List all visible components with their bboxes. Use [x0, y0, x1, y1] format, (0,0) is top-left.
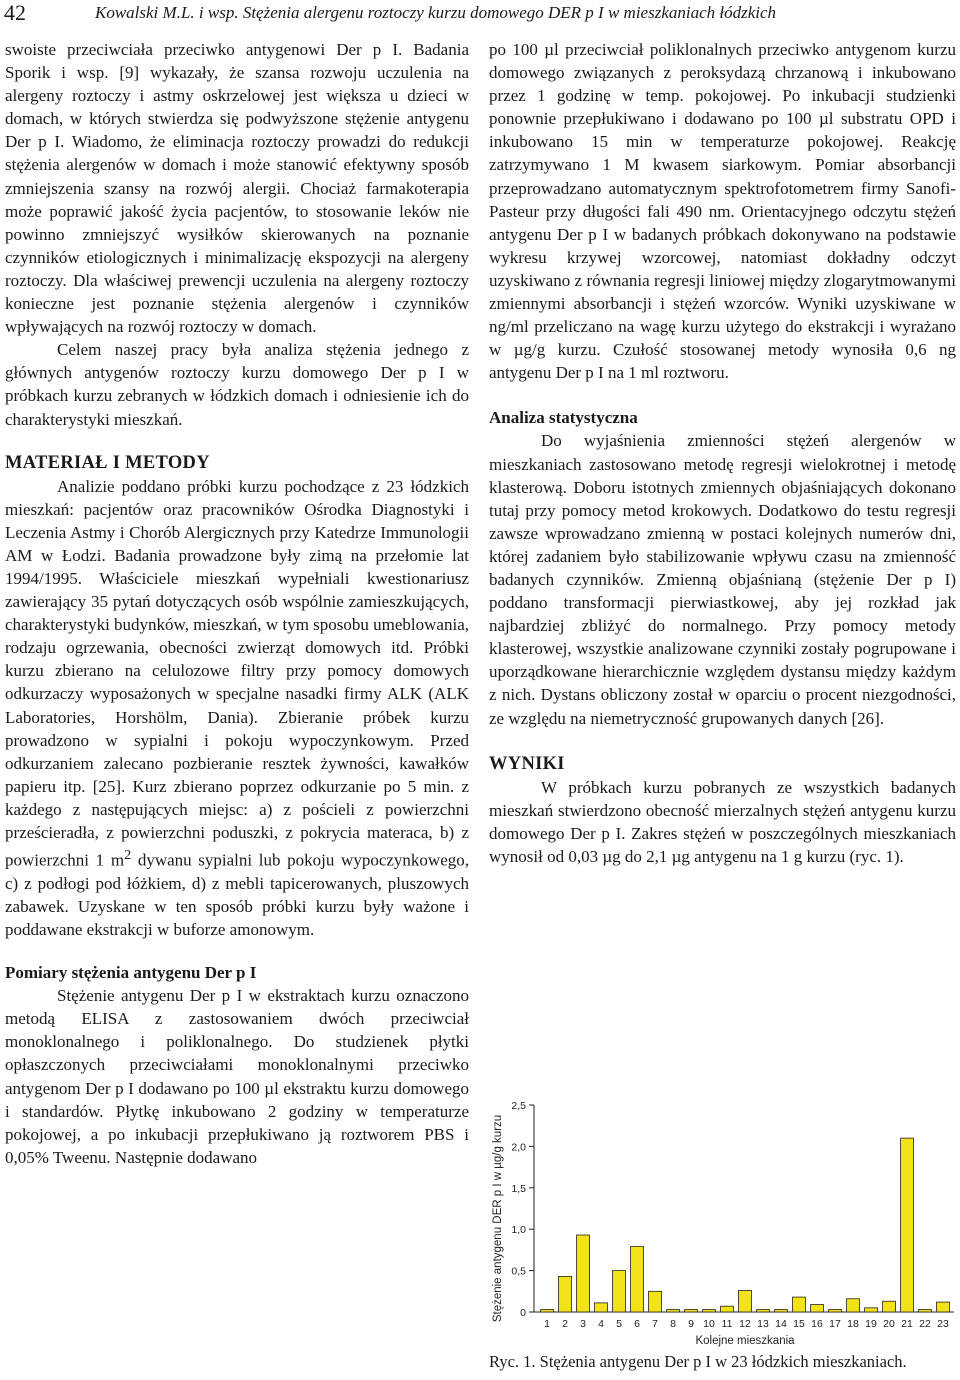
- x-tick-label: 13: [757, 1318, 769, 1330]
- bar-9: [685, 1310, 698, 1312]
- x-tick-label: 23: [937, 1318, 949, 1330]
- stats-heading: Analiza statystyczna: [489, 408, 638, 428]
- x-tick-label: 22: [919, 1318, 931, 1330]
- bar-14: [775, 1310, 788, 1312]
- bar-2: [559, 1276, 572, 1312]
- x-tick-label: 14: [775, 1318, 787, 1330]
- assay-paragraph-continued: po 100 µl przeciwciał poliklonalnych przeciwko antygenom kurzu domowego związanych z peroksydazą chrzanową i inkubowano przez 1 godzinę w temp. pokojowej. Po inkubacji studzienki ponownie przepłukiwano i dodawano po 100 µl substratu OPD i inkubowano 15 min w temperaturze pokojowej. Reakcję zatrzymywano 1 M kwasem siarkowym. Pomiar absorbancji przeprowadzano automatycznym spektrofotometrem firmy Sanofi-Pasteur przy długości fali 490 nm. Orientacyjnego odczytu stężeń antygenu Der p I w badanych próbkach dokonywano na podstawie wykresu krzywej wzorcowej, natomiast dokładny odczyt uzyskiwano z równania regresji liniowej między zlogarytmowanymi zmiennymi absorbancji i stężeń wzorców. Wyniki uzyskiwane w ng/ml przeliczano na wagę kurzu użytego do ekstrakcji i wyrażano w µg/g kurzu. Czułość stosowanej metody wynosiła 0,6 ng antygenu Der p I na 1 ml roztworu.: [489, 40, 956, 383]
- superscript-two: 2: [124, 847, 132, 864]
- page-number: 42: [4, 0, 26, 25]
- x-tick-label: 2: [562, 1318, 568, 1330]
- figure-caption: Ryc. 1. Stężenia antygenu Der p I w 23 łódzkich mieszkaniach.: [489, 1352, 907, 1371]
- x-axis-label: Kolejne mieszkania: [695, 1335, 795, 1347]
- bar-10: [703, 1310, 716, 1312]
- bar-7: [649, 1291, 662, 1312]
- x-tick-label: 15: [793, 1318, 805, 1330]
- bar-19: [865, 1308, 878, 1312]
- x-tick-label: 21: [901, 1318, 913, 1330]
- y-tick-label: 0: [520, 1307, 526, 1319]
- x-tick-label: 16: [811, 1318, 823, 1330]
- y-axis-label: Stężenie antygenu DER p I w µg/g kurzu: [492, 1114, 504, 1323]
- methods-text-b: dywanu sypialni lub pokoju wypoczynkowego, c) z podłogi pod łóżkiem, d) z mebli tapicerowanych, pluszowych zabawek. Uzyskane w ten sposób próbki kurzu były ważone i poddawane ekstrakcji w buforze amonowym.: [5, 850, 469, 940]
- bar-6: [631, 1247, 644, 1312]
- bar-22: [919, 1310, 932, 1312]
- assay-paragraph: Stężenie antygenu Der p I w ekstraktach kurzu oznaczono metodą ELISA z zastosowaniem dwóch przeciwciał monoklonalnego i poliklonalnego. Do studzienek płytki opłaszczonych przeciwciałami monoklonalnymi przeciwko antygenom Der p I dodawano po 100 µl ekstraktu kurzu domowego i standardów. Płytkę inkubowano 2 godziny w temperaturze pokojowej, a po inkubacji przepłukiwano ją roztworem PBS i 0,05% Tweenu. Następnie dodawano: [5, 986, 469, 1167]
- x-tick-label: 10: [703, 1318, 715, 1330]
- bar-13: [757, 1310, 770, 1312]
- bar-15: [793, 1297, 806, 1312]
- bar-11: [721, 1306, 734, 1312]
- bar-8: [667, 1310, 680, 1312]
- x-tick-label: 19: [865, 1318, 877, 1330]
- page-header: [4, 0, 954, 26]
- x-tick-label: 12: [739, 1318, 751, 1330]
- x-tick-label: 3: [580, 1318, 586, 1330]
- y-tick-label: 1,0: [511, 1224, 526, 1237]
- x-tick-label: 8: [670, 1318, 676, 1330]
- figure-1: [489, 1093, 957, 1380]
- running-title: Kowalski M.L. i wsp. Stężenia alergenu roztoczy kurzu domowego DER p I w mieszkaniach łódzkich: [95, 3, 777, 22]
- results-heading: WYNIKI: [489, 753, 565, 774]
- bar-chart: [489, 1093, 957, 1351]
- x-tick-label: 1: [544, 1318, 550, 1330]
- aim-paragraph: Celem naszej pracy była analiza stężenia jednego z głównych antygenów roztoczy kurzu domowego Der p I w próbkach kurzu zebranych w łódzkich domach i odniesienie ich do charakterystyki mieszkań.: [5, 340, 469, 429]
- x-tick-label: 6: [634, 1318, 640, 1330]
- bar-21: [901, 1138, 914, 1312]
- x-tick-label: 5: [616, 1318, 622, 1330]
- y-tick-label: 2,5: [511, 1100, 526, 1112]
- x-tick-label: 9: [688, 1318, 694, 1330]
- methods-paragraph: [5, 475, 469, 942]
- bar-12: [739, 1290, 752, 1312]
- bar-18: [847, 1299, 860, 1312]
- left-column: [5, 38, 469, 1169]
- bar-1: [541, 1310, 554, 1312]
- y-tick-label: 1,5: [511, 1182, 526, 1195]
- x-tick-label: 4: [598, 1318, 604, 1330]
- stats-paragraph: Do wyjaśnienia zmienności stężeń alergenów w mieszkaniach zastosowano metodę regresji wielokrotnej i metodę klasterową. Doboru istotnych zmiennych objaśniających dokonano tutaj przy pomocy metod krokowych. Dodatkowo do testu regresji zawsze wprowadzano zmienną w postaci kolejnych numerów dni, której zadaniem było stabilizowanie wpływu czasu na zmienność badanych czynników. Zmienną objaśnianą (stężenie Der p I) poddano transformacji pierwiastkowej, aby jej rozkład jak najbardziej zbliżyć do normalnego. Przy pomocy metody klasterowej, wszystkie analizowane czynniki zostały pogrupowane i uporządkowane hierarchicznie względem dystansu między każdym z nich. Dystans obliczony został w oparciu o procent niezgodności, ze względu na niemetryczność grupowanych danych [26].: [489, 431, 956, 728]
- y-tick-label: 0,5: [511, 1265, 526, 1278]
- bar-16: [811, 1305, 824, 1312]
- x-tick-label: 20: [883, 1318, 895, 1330]
- methods-text-a: Analizie poddano próbki kurzu pochodzące z 23 łódzkich mieszkań: pacjentów oraz pracowników Ośrodka Diagnostyki i Leczenia Astmy i Chorób Alergicznych przy Katedrze Immunologii AM w Łodzi. Badania prowadzone były zimą na przełomie lat 1994/1995. Właściciele mieszkań wypełniali kwestionariusz zawierający 35 pytań dotyczących osób wspólnie zamieszkujących, charakterystyki budynków, mieszkań, w tym sposobu umeblowania, rodzaju ogrzewania, obecności zwierząt domowych itd. Próbki kurzu zbierano na celulozowe filtry przy pomocy domowych odkurzaczy wyposażonych w specjalne nasadki firmy ALK (ALK Laboratories, Horshölm, Dania). Zbieranie próbek kurzu prowadzono w sypialni i pokoju wypoczynkowym. Przed odkurzaniem zalecano pozbieranie resztek żywności, kawałków papieru itp. [25]. Kurz zbierano poprzez odkurzanie po 5 min. z każdego z następujących miejsc: a) z pościeli z powierzchni prześcieradła, z powierzchni poduszki, z pokrycia materaca, b) z powierzchni 1 m: [5, 476, 469, 870]
- x-tick-label: 18: [847, 1318, 859, 1330]
- bar-20: [883, 1301, 896, 1312]
- bar-17: [829, 1310, 842, 1312]
- bar-4: [595, 1303, 608, 1312]
- methods-heading: MATERIAŁ I METODY: [5, 452, 210, 473]
- x-tick-label: 7: [652, 1318, 658, 1330]
- intro-paragraph-end: swoiste przeciwciała przeciwko antygenowi Der p I. Badania Sporik i wsp. [9] wykazały, że szansa rozwoju uczulenia na alergeny roztoczy i astmy oskrzelowej jest większa u dzieci w domach, w których stwierdza się podwyższone stężenie antygenu Der p I. Wiadomo, że eliminacja roztoczy prowadzi do redukcji stężenia alergenów w domach i może stanowić efektywny sposób zmniejszenia szansy na rozwój alergii. Chociaż farmakoterapia może poprawić jakość życia pacjentów, to stosowanie leków nie powinno zmniejszyć wysiłków skierowanych na poznanie czynników etiologicznych i minimalizację ekspozycji na alergeny roztoczy. Dla właściwej prewencji uczulenia na alergeny roztoczy konieczne jest poznanie stężenia alergenów i czynników wpływających na rozwój roztoczy w domach.: [5, 40, 469, 337]
- results-paragraph: W próbkach kurzu pobranych ze wszystkich badanych mieszkań stwierdzono obecność mierzalnych stężeń antygenu kurzu domowego Der p I. Zakres stężeń w poszczególnych mieszkaniach wynosił od 0,03 µg do 2,1 µg antygenu na 1 g kurzu (ryc. 1).: [489, 777, 956, 866]
- bar-23: [937, 1302, 950, 1312]
- x-tick-label: 17: [829, 1318, 841, 1330]
- right-column: [489, 38, 956, 868]
- y-tick-label: 2,0: [511, 1141, 526, 1154]
- x-tick-label: 11: [721, 1318, 733, 1330]
- bar-3: [577, 1235, 590, 1312]
- bar-5: [613, 1271, 626, 1312]
- assay-heading: Pomiary stężenia antygenu Der p I: [5, 963, 257, 983]
